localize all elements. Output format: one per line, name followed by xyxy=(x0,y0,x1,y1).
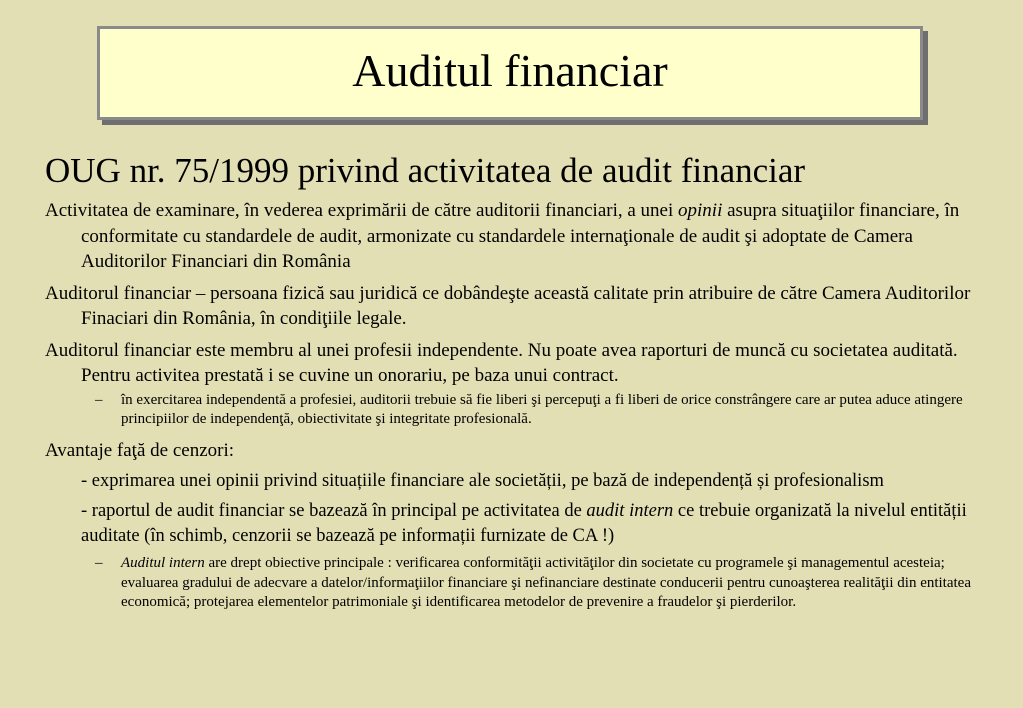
slide-title: Auditul financiar xyxy=(352,45,668,96)
slide-content xyxy=(45,150,995,613)
sub-bullet-internal-audit xyxy=(45,554,995,613)
paragraph-definition-text-1: Activitatea de examinare, în vederea exprimării de către auditorii financiari, a unei xyxy=(45,200,679,221)
sub-bullet-internal-audit-text: are drept obiective principale : verificarea conformităţii activităţilor din societate cu programele şi managementul acesteia; evaluarea gradului de adecvare a datelor/informaţiilor financiare şi nefinanciare destinate conducerii pentru cunoaşterea realităţii din entitatea economică; protejarea elementelor patrimoniale şi identificarea metodelor de prevenire a fraudelor şi pierderilor. xyxy=(121,555,971,610)
advantage-item-report-text-1: - raportul de audit financiar se bazează în principal pe activitatea de xyxy=(81,501,587,521)
advantage-item-report xyxy=(45,499,995,549)
section-heading: OUG nr. 75/1999 privind activitatea de audit financiar xyxy=(45,151,806,190)
paragraph-auditor-definition: Auditorul financiar – persoana fizică sau juridică ce dobândeşte această calitate prin atribuire de către Camera Auditorilor Finaciari din România, în condiţiile legale. xyxy=(45,282,971,329)
sub-bullet-internal-audit-emphasis: Auditul intern xyxy=(121,555,205,571)
paragraph-definition-emphasis: opinii xyxy=(678,200,723,221)
dash-bullet: – xyxy=(95,555,103,571)
advantage-item-report-emphasis: audit intern xyxy=(586,501,674,521)
paragraph-auditor-independence: Auditorul financiar este membru al unei profesii independente. Nu poate avea raporturi de muncă cu societatea auditată. Pentru activitea prestată i se cuvine un onorariu, pe baza unui contract. xyxy=(45,339,958,386)
title-box xyxy=(97,26,923,120)
advantage-item-opinion: - exprimarea unei opinii privind situațiile financiare ale societății, pe bază de independență și profesionalism xyxy=(81,471,884,491)
paragraph-definition-text-2: asupra situaţiilor financiare, în conformitate cu standardele de audit, armonizate cu standardele internaţionale de audit şi adoptate de Camera Auditorilor Financiari din România xyxy=(81,200,960,272)
paragraph-advantages: Avantaje faţă de cenzori: xyxy=(45,439,235,461)
advantage-item-report-text-2: ce trebuie organizată la nivelul entității auditate (în schimb, cenzorii se bazează pe informații furnizate de CA !) xyxy=(81,501,967,546)
dash-bullet: – xyxy=(95,391,103,408)
sub-bullet-independence xyxy=(45,391,995,430)
sub-bullet-independence-text: în exercitarea independentă a profesiei, auditorii trebuie să fie liberi şi percepuţi a fi liberi de orice constrângere care ar putea aduce atingere principiilor de independenţă, obiectivitate şi integritate profesională. xyxy=(121,391,963,427)
paragraph-definition xyxy=(45,198,995,275)
